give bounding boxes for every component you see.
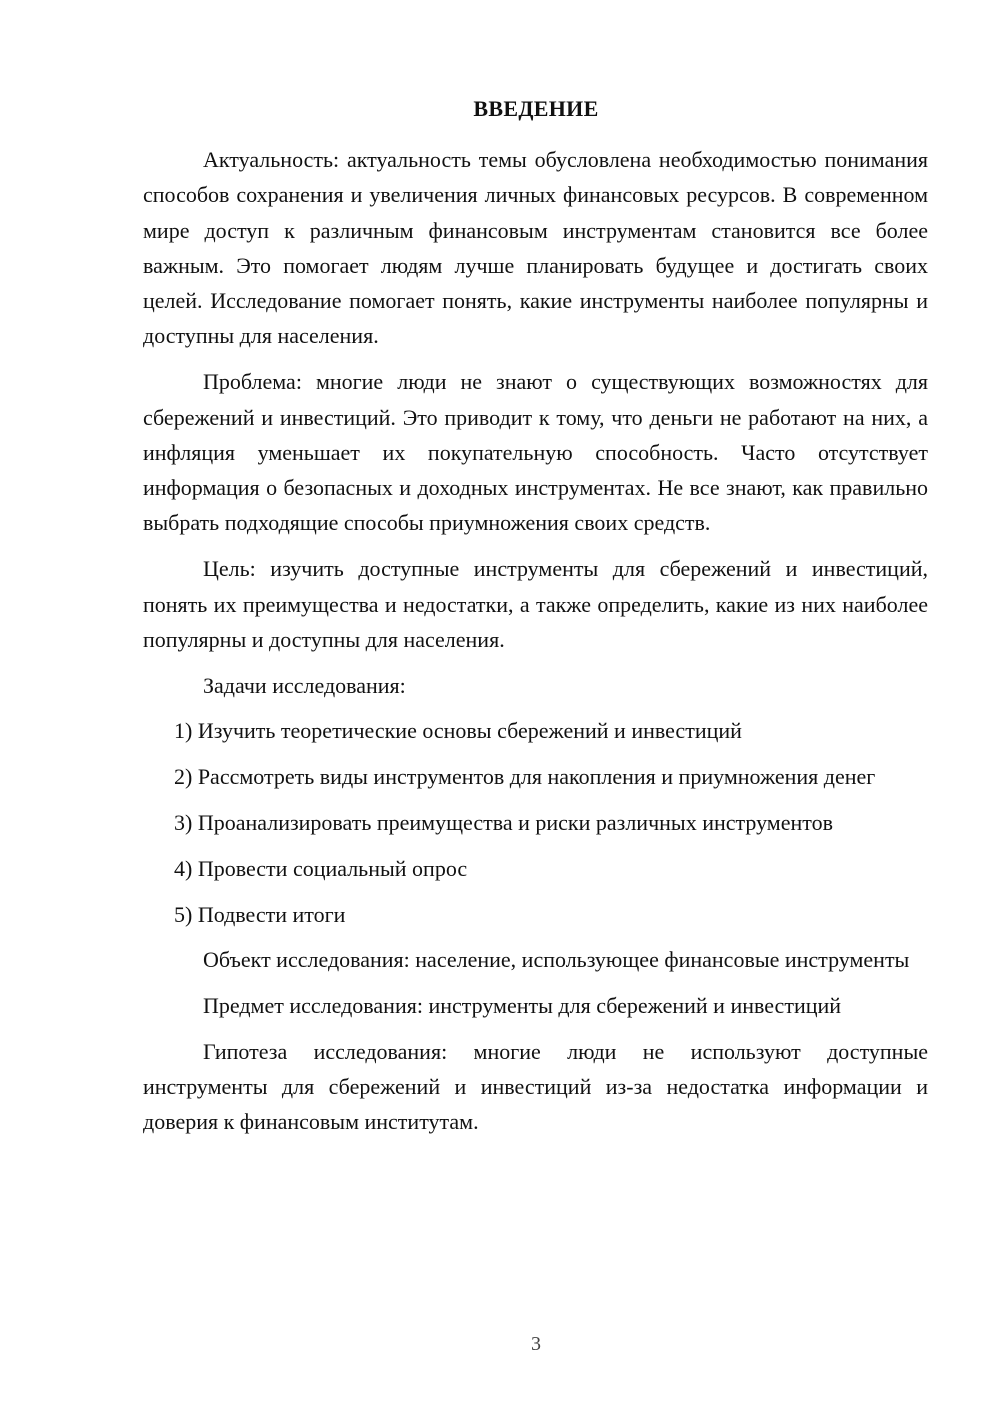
paragraph-problem: Проблема: многие люди не знают о существующих возможностях для сбережений и инвестиций. Это приводит к тому, что деньги не работают на них, а инфляция уменьшает их покупательную способность. Часто отсутствует информация о безопасных и доходных инструментах. Не все знают, как правильно выбрать подходящие способы приумножения своих средств. [143,369,928,536]
paragraph-object: Объект исследования: население, использующее финансовые инструменты [203,947,910,973]
paragraph-hypothesis: Гипотеза исследования: многие люди не используют доступные инструменты для сбережений и инвестиций из-за недостатка информации и доверия к финансовым институтам. [143,1038,928,1135]
task-item-4: 4) Провести социальный опрос [174,855,468,881]
task-item-1: 1) Изучить теоретические основы сбережений и инвестиций [174,718,742,744]
section-heading: ВВЕДЕНИЕ [473,96,599,121]
paragraph-goal: Цель: изучить доступные инструменты для сбережений и инвестиций, понять их преимущества и недостатки, а также определить, какие из них наиболее популярны и доступны для населения. [143,556,928,652]
task-item-5: 5) Подвести итоги [174,901,346,927]
paragraph-tasks-heading: Задачи исследования: [203,672,406,698]
document-body [143,142,928,1150]
page-number: 3 [531,1333,541,1355]
task-item-3: 3) Проанализировать преимущества и риски различных инструментов [174,810,833,836]
task-item-2: 2) Рассмотреть виды инструментов для накопления и приумножения денег [174,764,876,790]
paragraph-relevance: Актуальность: актуальность темы обусловлена необходимостью понимания способов сохранения и увеличения личных финансовых ресурсов. В современном мире доступ к различным финансовым инструментам становится все более важным. Это помогает людям лучше планировать будущее и достигать своих целей. Исследование помогает понять, какие инструменты наиболее популярны и доступны для населения. [143,147,928,349]
paragraph-subject: Предмет исследования: инструменты для сбережений и инвестиций [203,993,842,1019]
